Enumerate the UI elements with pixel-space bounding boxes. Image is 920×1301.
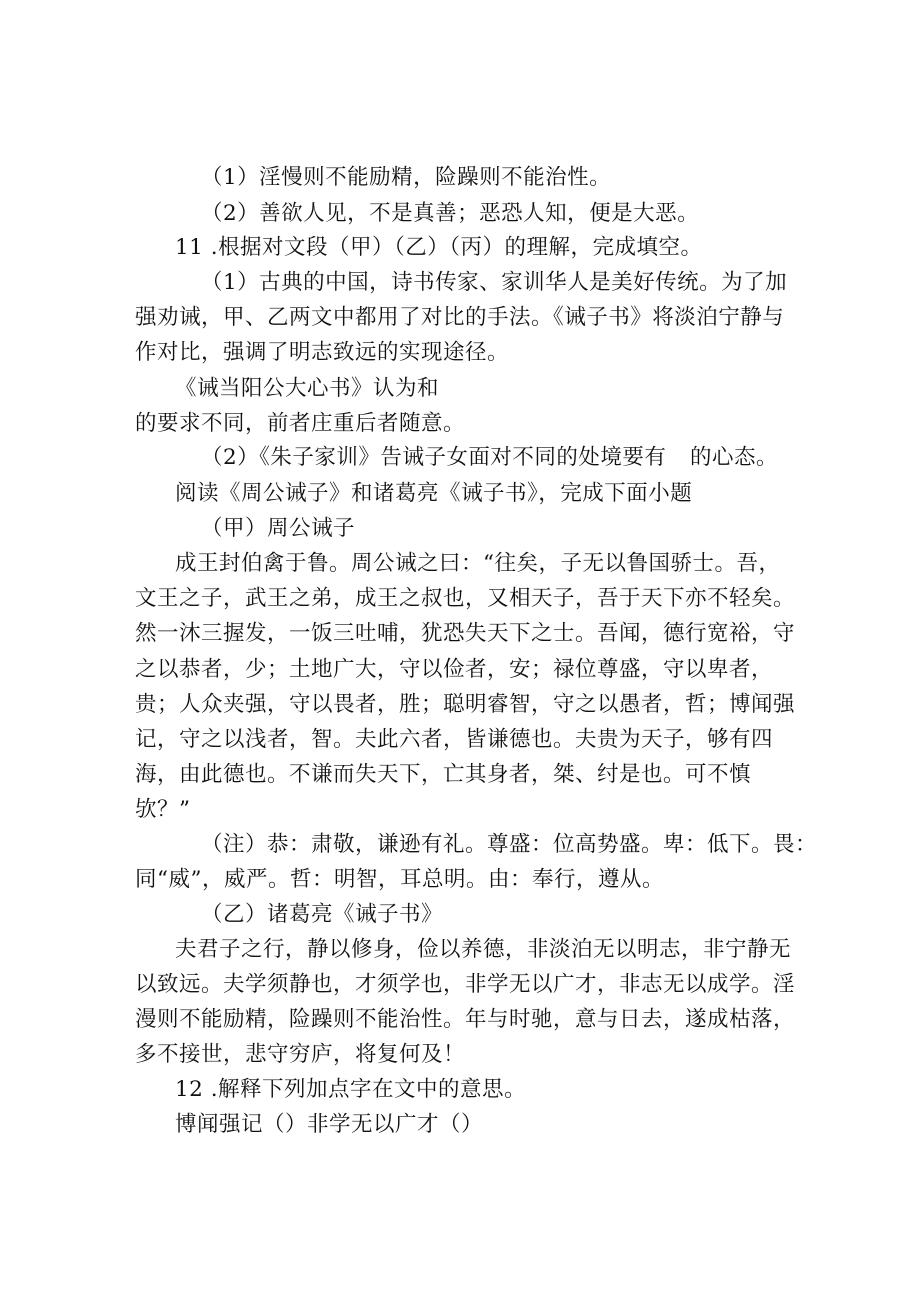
passage-yi-line: 漫则不能励精，险躁则不能治性。年与时驰，意与日去，遂成枯落， xyxy=(135,1007,796,1032)
text-line: 作对比，强调了明志致远的实现途径。 xyxy=(135,340,510,365)
question-11-heading: 11 .根据对文段（甲）（乙）（丙）的理解，完成填空。 xyxy=(175,235,703,260)
annotation-line: （注）恭：肃敬，谦逊有礼。尊盛：位高势盛。卑：低下。畏： xyxy=(201,832,818,857)
passage-jia-line: 海，由此德也。不谦而失天下，亡其身者，桀、纣是也。可不慎 xyxy=(135,762,752,787)
passage-yi-line: 夫君子之行，静以修身，俭以养德，非淡泊无以明志，非宁静无 xyxy=(175,937,792,962)
text-line: 的要求不同，前者庄重后者随意。 xyxy=(135,411,466,436)
passage-jia-line: 欤？” xyxy=(135,797,191,822)
passage-jia-line: 之以恭者，少；土地广大，守以俭者，安；禄位尊盛，守以卑者， xyxy=(135,657,774,682)
text-line: （2）善欲人见，不是真善；恶恐人知，便是大恶。 xyxy=(201,201,700,226)
text-line: （2）《朱子家训》告诫子女面对不同的处境要有 xyxy=(201,445,667,470)
reading-instruction: 阅读《周公诫子》和诸葛亮《诫子书》，完成下面小题 xyxy=(175,481,693,506)
annotation-line: 同“威”，威严。哲：明智，耳总明。由：奉行，遵从。 xyxy=(135,867,664,892)
passage-jia-title: （甲）周公诫子 xyxy=(201,516,356,541)
text-line: 强劝诫，甲、乙两文中都用了对比的手法。《诫子书》将淡泊宁静与 xyxy=(135,305,785,330)
text-line: （1）古典的中国，诗书传家、家训华人是美好传统。为了加 xyxy=(201,270,788,295)
question-12-items: 博闻强记（）非学无以广才（） xyxy=(175,1112,484,1137)
passage-jia-line: 贵；人众夹强，守以畏者，胜；聪明睿智，守之以愚者，哲；博闻强 xyxy=(135,692,796,717)
text-line: 《诫当阳公大心书》认为和 xyxy=(175,376,440,401)
question-12-heading: 12 .解释下列加点字在文中的意思。 xyxy=(175,1077,527,1102)
passage-jia-line: 成王封伯禽于鲁。周公诫之曰：“往矣，子无以鲁国骄士。吾， xyxy=(175,551,781,576)
passage-jia-line: 文王之子，武王之弟，成王之叔也，又相天子，吾于天下亦不轻矣。 xyxy=(135,586,796,611)
passage-yi-line: 多不接世，悲守穷庐，将复何及！ xyxy=(135,1042,466,1067)
passage-yi-line: 以致远。夫学须静也，才须学也，非学无以广才，非志无以成学。淫 xyxy=(135,972,796,997)
passage-jia-line: 然一沐三握发，一饭三吐哺，犹恐失天下之士。吾闻，德行宽裕，守 xyxy=(135,621,796,646)
passage-jia-line: 记，守之以浅者，智。夫此六者，皆谦德也。夫贵为天子，够有四 xyxy=(135,727,774,752)
text-line: 的心态。 xyxy=(690,445,779,470)
text-line: （1）淫慢则不能励精，险躁则不能治性。 xyxy=(201,165,612,190)
passage-yi-title: （乙）诸葛亮《诫子书》 xyxy=(201,902,444,927)
